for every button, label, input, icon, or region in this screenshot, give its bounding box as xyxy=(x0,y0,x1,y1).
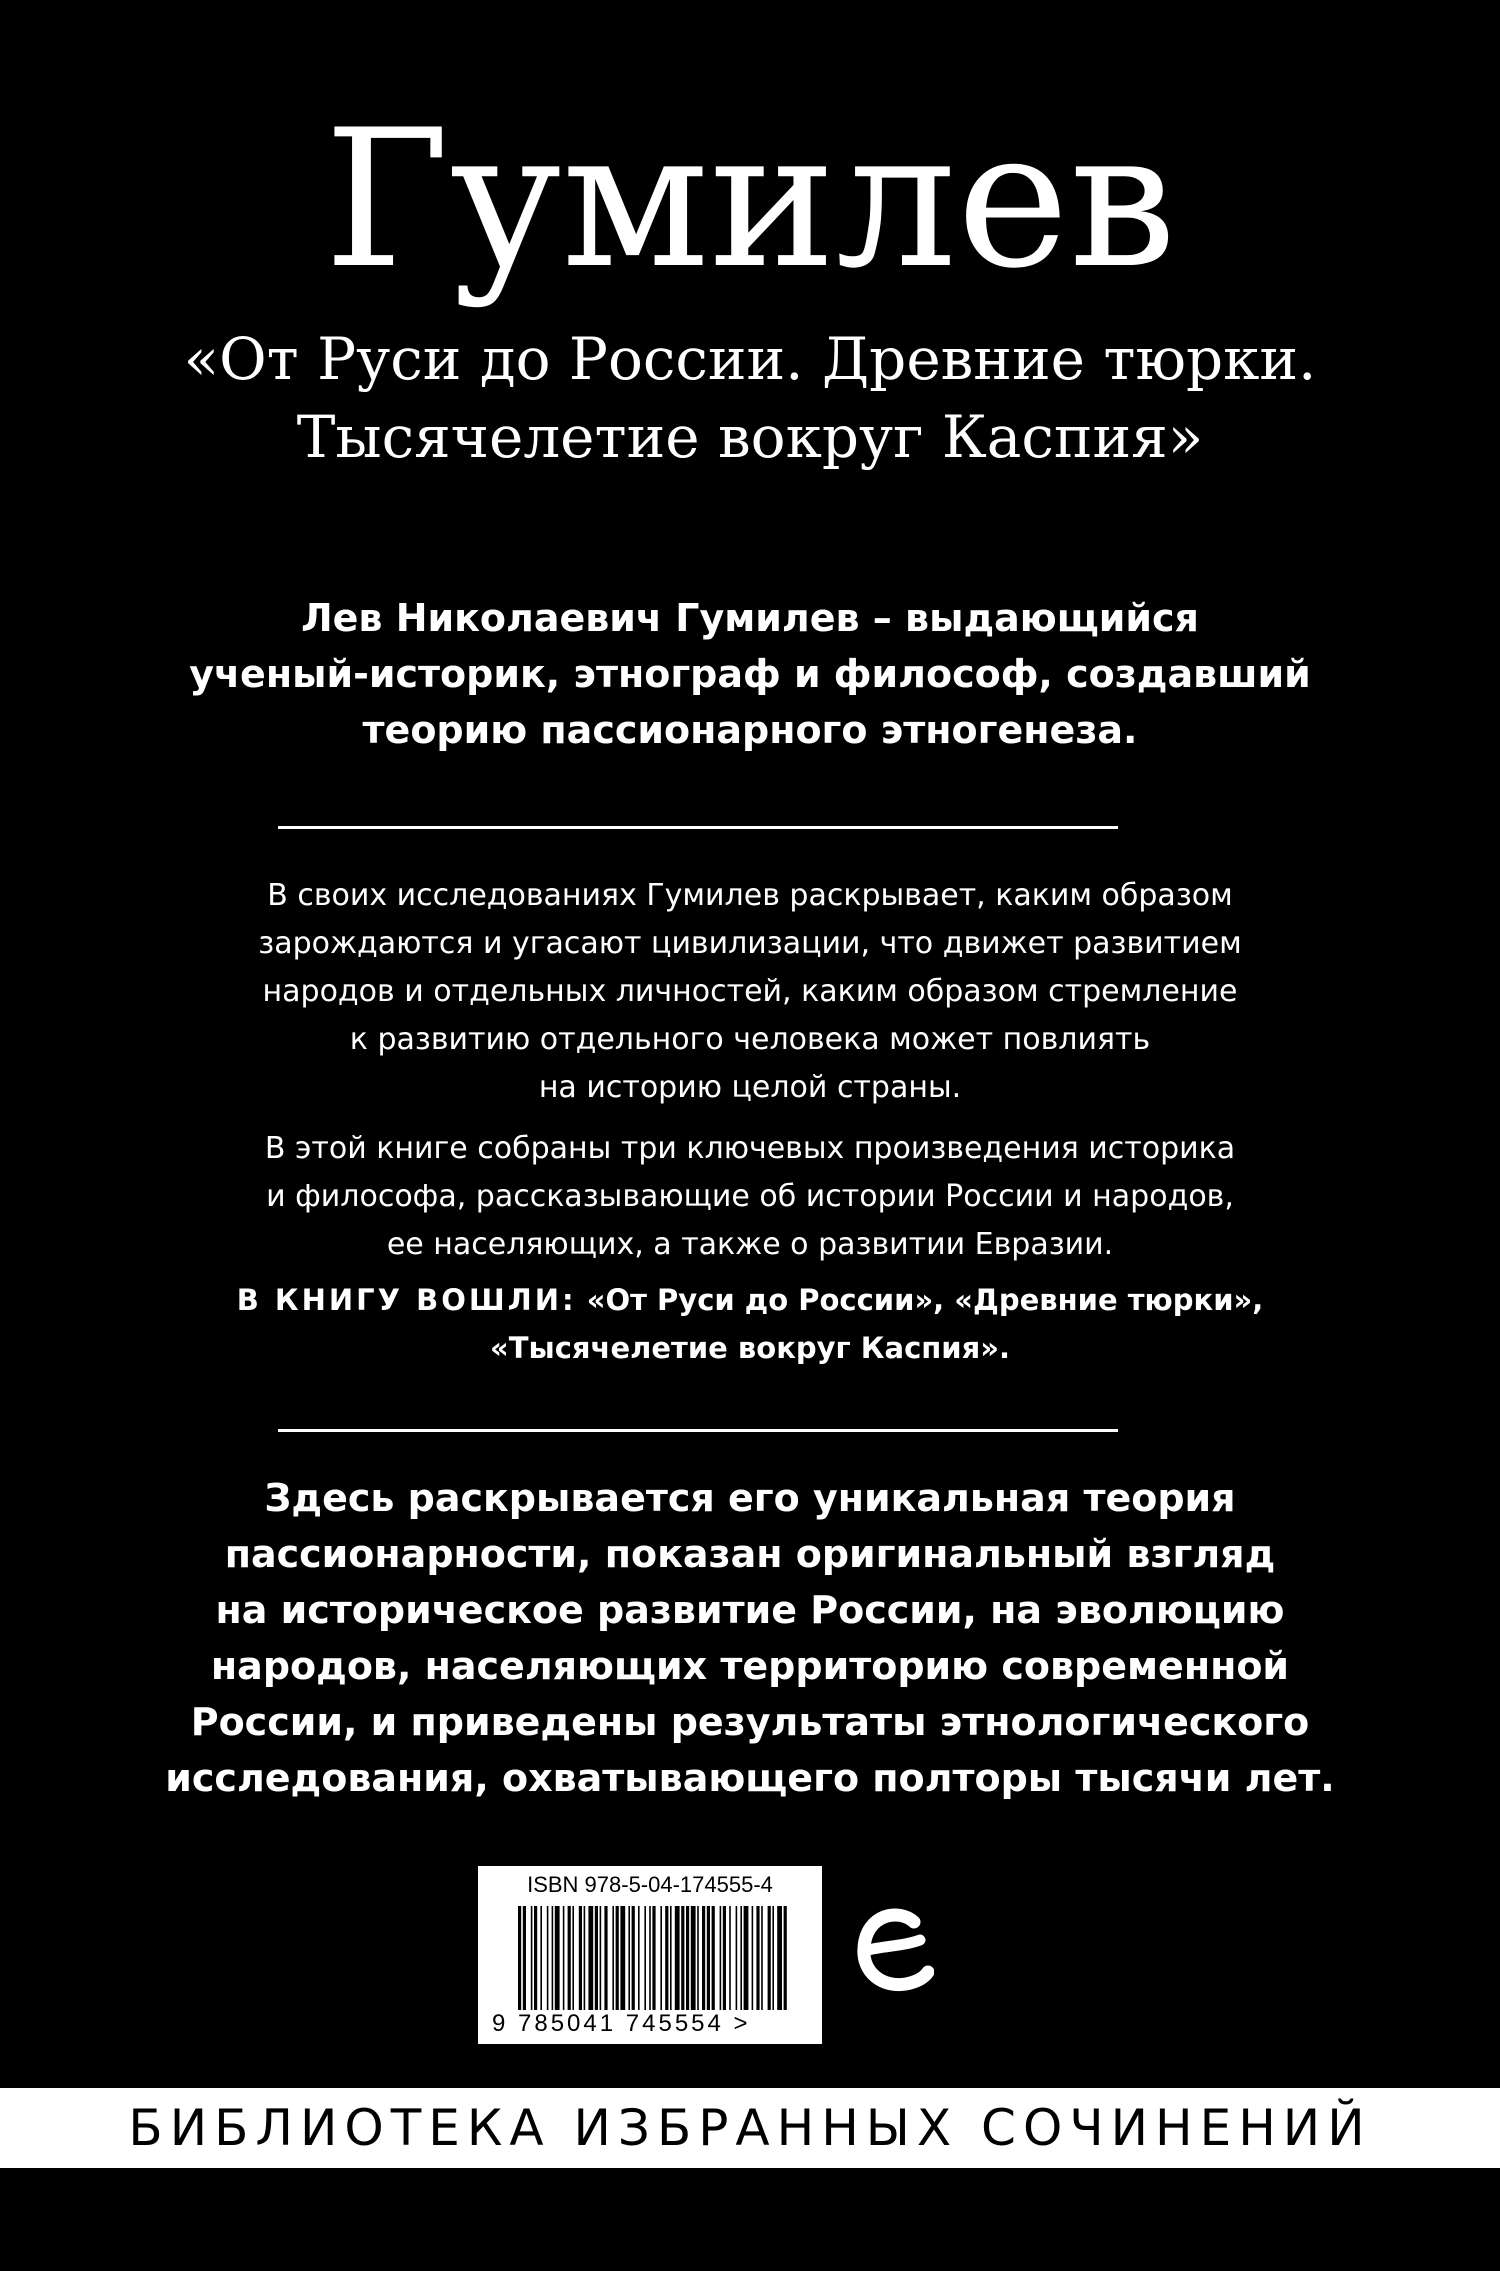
paragraph-line: ее населяющих, а также о развитии Евразии. xyxy=(386,1227,1114,1262)
paragraph-line: В этой книге собраны три ключевых произведения историка xyxy=(264,1131,1236,1166)
intro-line: теорию пассионарного этногенеза. xyxy=(362,708,1138,752)
paragraph-line: В своих исследованиях Гумилев раскрывает, каким образом xyxy=(267,878,1233,913)
barcode-bars xyxy=(518,1906,788,2010)
subtitle-line: Тысячелетие вокруг Каспия» xyxy=(296,403,1204,471)
contents-line: «Тысячелетие вокруг Каспия». xyxy=(490,1331,1010,1365)
book-subtitle xyxy=(0,320,1500,476)
author-intro xyxy=(0,590,1500,758)
paragraph-line: на историю целой страны. xyxy=(538,1070,962,1105)
summary-line: пассионарности, показан оригинальный взгляд xyxy=(224,1532,1276,1576)
contents-line xyxy=(0,1276,1500,1324)
closing-summary xyxy=(0,1470,1500,1806)
paragraph-line: к развитию отдельного человека может повлиять xyxy=(349,1022,1151,1057)
summary-line: Здесь раскрывается его уникальная теория xyxy=(264,1476,1236,1520)
divider-bottom xyxy=(278,1429,1118,1432)
contents-label: В КНИГУ ВОШЛИ: xyxy=(236,1283,577,1317)
isbn-label: ISBN 978-5-04-174555-4 xyxy=(527,1872,773,1897)
summary-line: на историческое развитие России, на эволюцию xyxy=(215,1588,1285,1632)
subtitle-line: «От Руси до России. Древние тюрки. xyxy=(183,325,1317,393)
contents-list xyxy=(0,1276,1500,1372)
paragraph-line: и философа, рассказывающие об истории России и народов, xyxy=(266,1179,1234,1214)
paragraph-line: народов и отдельных личностей, каким образом стремление xyxy=(262,974,1238,1009)
intro-line: ученый-историк, этнограф и философ, создавший xyxy=(189,652,1311,696)
isbn-barcode xyxy=(478,1866,822,2044)
series-band xyxy=(0,2088,1500,2168)
summary-line: исследования, охватывающего полторы тысячи лет. xyxy=(165,1756,1335,1800)
summary-line: России, и приведены результаты этнологического xyxy=(190,1700,1310,1744)
divider-top xyxy=(278,826,1118,829)
summary-line: народов, населяющих территорию современной xyxy=(210,1644,1290,1688)
author-name: Гумилев xyxy=(323,89,1177,310)
intro-line: Лев Николаевич Гумилев – выдающийся xyxy=(301,596,1199,640)
barcode-digits: 9 785041 745554 > xyxy=(492,2010,751,2037)
publisher-logo-icon xyxy=(854,1900,934,2010)
series-title: БИБЛИОТЕКА ИЗБРАННЫХ СОЧИНЕНИЙ xyxy=(128,2099,1372,2157)
paragraph-line: зарождаются и угасают цивилизации, что движет развитием xyxy=(258,926,1242,961)
description-paragraph-2 xyxy=(0,1125,1500,1269)
description-paragraph-1 xyxy=(0,872,1500,1112)
contents-titles: «От Руси до России», «Древние тюрки», xyxy=(586,1283,1264,1317)
